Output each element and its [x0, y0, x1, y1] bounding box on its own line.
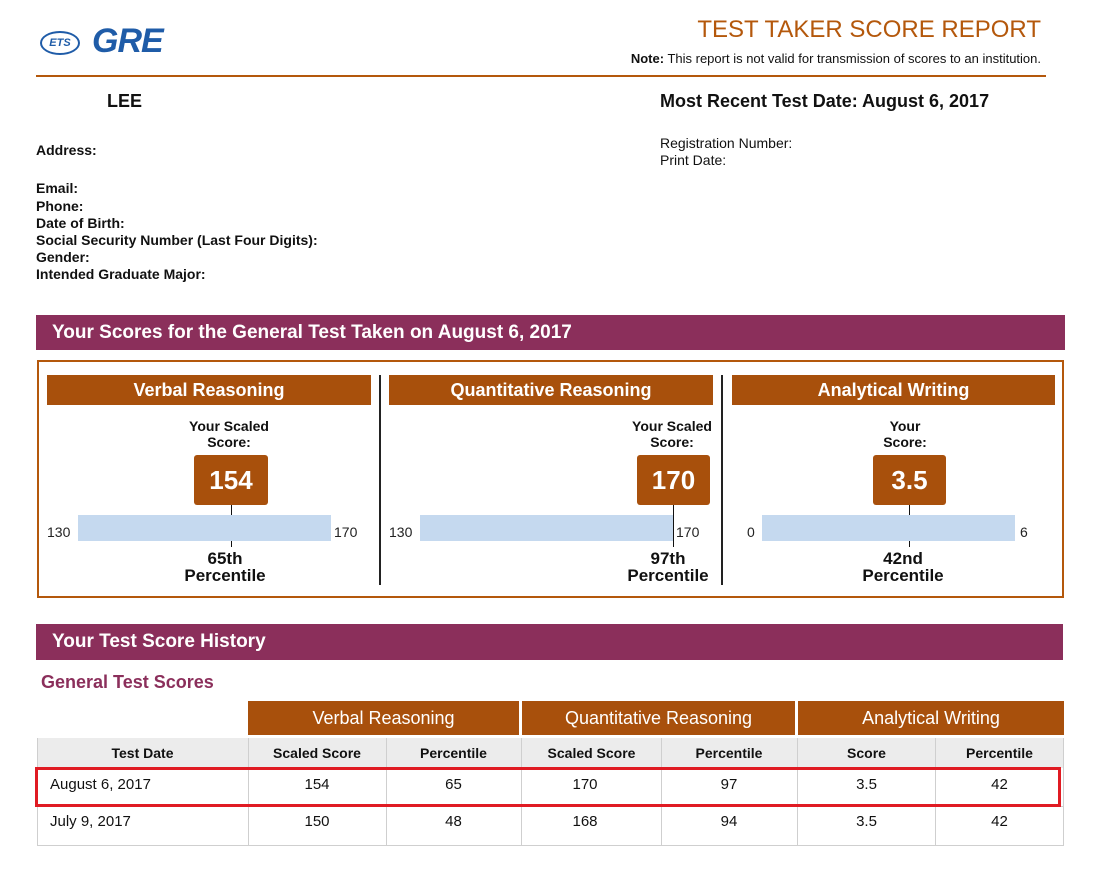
quant-score-marker: [673, 505, 674, 547]
address-label: Address:: [36, 142, 97, 158]
history-group-quant: Quantitative Reasoning: [522, 701, 795, 735]
history-row-2-quant-percentile: 94: [720, 812, 738, 830]
writing-max-label: 6: [1020, 524, 1028, 540]
table-border: [37, 845, 1064, 846]
panel-divider: [379, 375, 381, 585]
writing-percentile: 42nd Percentile: [862, 549, 944, 585]
candidate-name: LEE: [107, 91, 143, 111]
verbal-percentile: 65th Percentile: [184, 549, 266, 585]
gre-logo: GRE: [92, 22, 163, 60]
history-row-1-verbal-scaled: 154: [304, 775, 330, 793]
history-section-title: Your Test Score History: [36, 624, 1063, 660]
quant-panel-title: Quantitative Reasoning: [389, 375, 713, 405]
verbal-min-label: 130: [47, 524, 71, 540]
writing-score-box: 3.5: [873, 455, 946, 505]
header-divider: [36, 75, 1046, 77]
major-label: Intended Graduate Major:: [36, 266, 206, 282]
history-row-1-date: August 6, 2017: [50, 775, 151, 793]
column-quant-percentile: Percentile: [695, 745, 763, 761]
verbal-panel-title: Verbal Reasoning: [47, 375, 371, 405]
gender-label: Gender:: [36, 249, 90, 265]
registration-number-label: Registration Number:: [660, 135, 793, 151]
history-row-1-quant-scaled: 170: [572, 775, 598, 793]
history-row-1-writing-score: 3.5: [856, 775, 877, 793]
ssn-label: Social Security Number (Last Four Digits):: [36, 232, 318, 248]
quant-percentile: 97th Percentile: [627, 549, 709, 585]
verbal-score-bar: [78, 515, 331, 541]
column-test-date: Test Date: [111, 745, 174, 761]
history-row-2-verbal-scaled: 150: [304, 812, 330, 830]
dob-label: Date of Birth:: [36, 215, 125, 231]
verbal-scaled-score-label: Your Scaled Score:: [189, 418, 269, 450]
history-row-2-date: July 9, 2017: [50, 812, 131, 830]
column-verbal-percentile: Percentile: [420, 745, 487, 761]
phone-label: Phone:: [36, 198, 84, 214]
most-recent-row-highlight: [35, 767, 1061, 807]
print-date-label: Print Date:: [660, 152, 727, 168]
history-row-1-quant-percentile: 97: [720, 775, 738, 793]
history-group-verbal: Verbal Reasoning: [248, 701, 519, 735]
quant-scaled-score-label: Your Scaled Score:: [632, 418, 712, 450]
report-note: [631, 51, 1041, 66]
email-label: Email:: [36, 180, 79, 196]
quant-max-label: 170: [676, 524, 700, 540]
quant-score-bar: [420, 515, 673, 541]
column-verbal-scaled: Scaled Score: [273, 745, 361, 761]
history-group-writing: Analytical Writing: [798, 701, 1064, 735]
history-row-2-writing-percentile: 42: [991, 812, 1008, 830]
history-row-1-verbal-percentile: 65: [445, 775, 462, 793]
column-quant-scaled: Scaled Score: [547, 745, 636, 761]
writing-min-label: 0: [747, 524, 755, 540]
history-row-1-writing-percentile: 42: [991, 775, 1008, 793]
ets-logo-badge: ETS: [40, 31, 80, 55]
writing-score-label: Your Score:: [883, 418, 927, 450]
most-recent-test-date: Most Recent Test Date: August 6, 2017: [660, 91, 990, 111]
note-label: Note:: [630, 51, 665, 66]
column-writing-score: Score: [847, 745, 886, 761]
writing-score-bar: [762, 515, 1015, 541]
writing-panel-title: Analytical Writing: [732, 375, 1055, 405]
verbal-max-label: 170: [334, 524, 358, 540]
general-test-scores-title: General Test Scores: [41, 672, 214, 692]
report-title: TEST TAKER SCORE REPORT: [697, 16, 1041, 43]
history-row-2-verbal-percentile: 48: [445, 812, 462, 830]
column-writing-percentile: Percentile: [966, 745, 1033, 761]
history-row-2-writing-score: 3.5: [856, 812, 877, 830]
scores-section-title: Your Scores for the General Test Taken on August 6, 2017: [36, 315, 1065, 350]
note-text: This report is not valid for transmission of scores to an institution.: [667, 51, 1041, 66]
quant-score-box: 170: [637, 455, 710, 505]
quant-min-label: 130: [389, 524, 413, 540]
history-row-2-quant-scaled: 168: [572, 812, 598, 830]
verbal-score-box: 154: [194, 455, 268, 505]
